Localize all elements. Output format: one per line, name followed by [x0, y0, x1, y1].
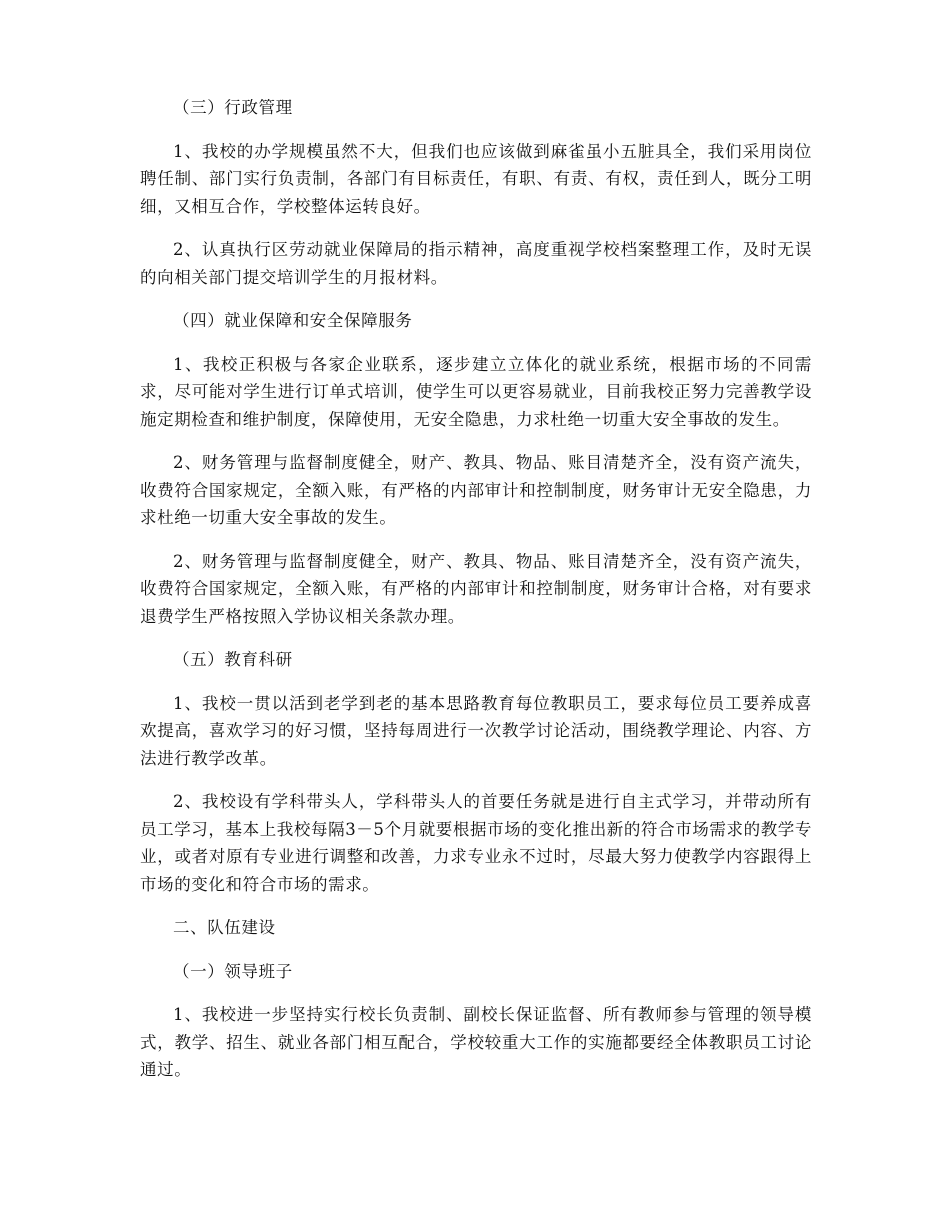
- paragraph: 1、我校进一步坚持实行校长负责制、副校长保证监督、所有教师参与管理的领导模式，教学、招生、就业各部门相互配合，学校较重大工作的实施都要经全体教职员工讨论通过。: [140, 1005, 812, 1079]
- paragraph: 2、我校设有学科带头人，学科带头人的首要任务就是进行自主式学习，并带动所有员工学习，基本上我校每隔3－5个月就要根据市场的变化推出新的符合市场需求的教学专业，或者对原有专业进行调整和改善，力求专业永不过时，尽最大努力使教学内容跟得上市场的变化和符合市场的需求。: [140, 792, 812, 894]
- paragraph: 1、我校的办学规模虽然不大，但我们也应该做到麻雀虽小五脏具全，我们采用岗位聘任制、部门实行负责制，各部门有目标责任，有职、有责、有权，责任到人，既分工明细，又相互合作，学校整体运转良好。: [140, 141, 812, 216]
- document-page: [140, 94, 812, 1100]
- section-heading-admin: （三）行政管理: [173, 98, 293, 117]
- paragraph: 2、财务管理与监督制度健全，财产、教具、物品、账目清楚齐全，没有资产流失，收费符合国家规定，全额入账，有严格的内部审计和控制制度，财务审计无安全隐患，力求杜绝一切重大安全事故的发生。: [140, 453, 812, 527]
- paragraph: 2、认真执行区劳动就业保障局的指示精神，高度重视学校档案整理工作，及时无误的向相关部门提交培训学生的月报材料。: [140, 240, 812, 287]
- paragraph: 1、我校一贯以活到老学到老的基本思路教育每位教职员工，要求每位员工要养成喜欢提高，喜欢学习的好习惯，坚持每周进行一次教学讨论活动，围绕教学理论、内容、方法进行教学改革。: [140, 693, 812, 768]
- section-heading-team-building: 二、队伍建设: [173, 918, 276, 937]
- paragraph: 1、我校正积极与各家企业联系，逐步建立立体化的就业系统，根据市场的不同需求，尽可能对学生进行订单式培训，使学生可以更容易就业，目前我校正努力完善教学设施定期检查和维护制度，保障使用，无安全隐患，力求杜绝一切重大安全事故的发生。: [140, 354, 812, 429]
- paragraph: 2、财务管理与监督制度健全，财产、教具、物品、账目清楚齐全，没有资产流失，收费符合国家规定，全额入账，有严格的内部审计和控制制度，财务审计合格，对有要求退费学生严格按照入学协议相关条款办理。: [140, 551, 812, 626]
- section-heading-employment-safety: （四）就业保障和安全保障服务: [173, 311, 413, 330]
- section-heading-research: （五）教育科研: [173, 650, 293, 669]
- section-heading-leadership: （一）领导班子: [173, 961, 293, 981]
